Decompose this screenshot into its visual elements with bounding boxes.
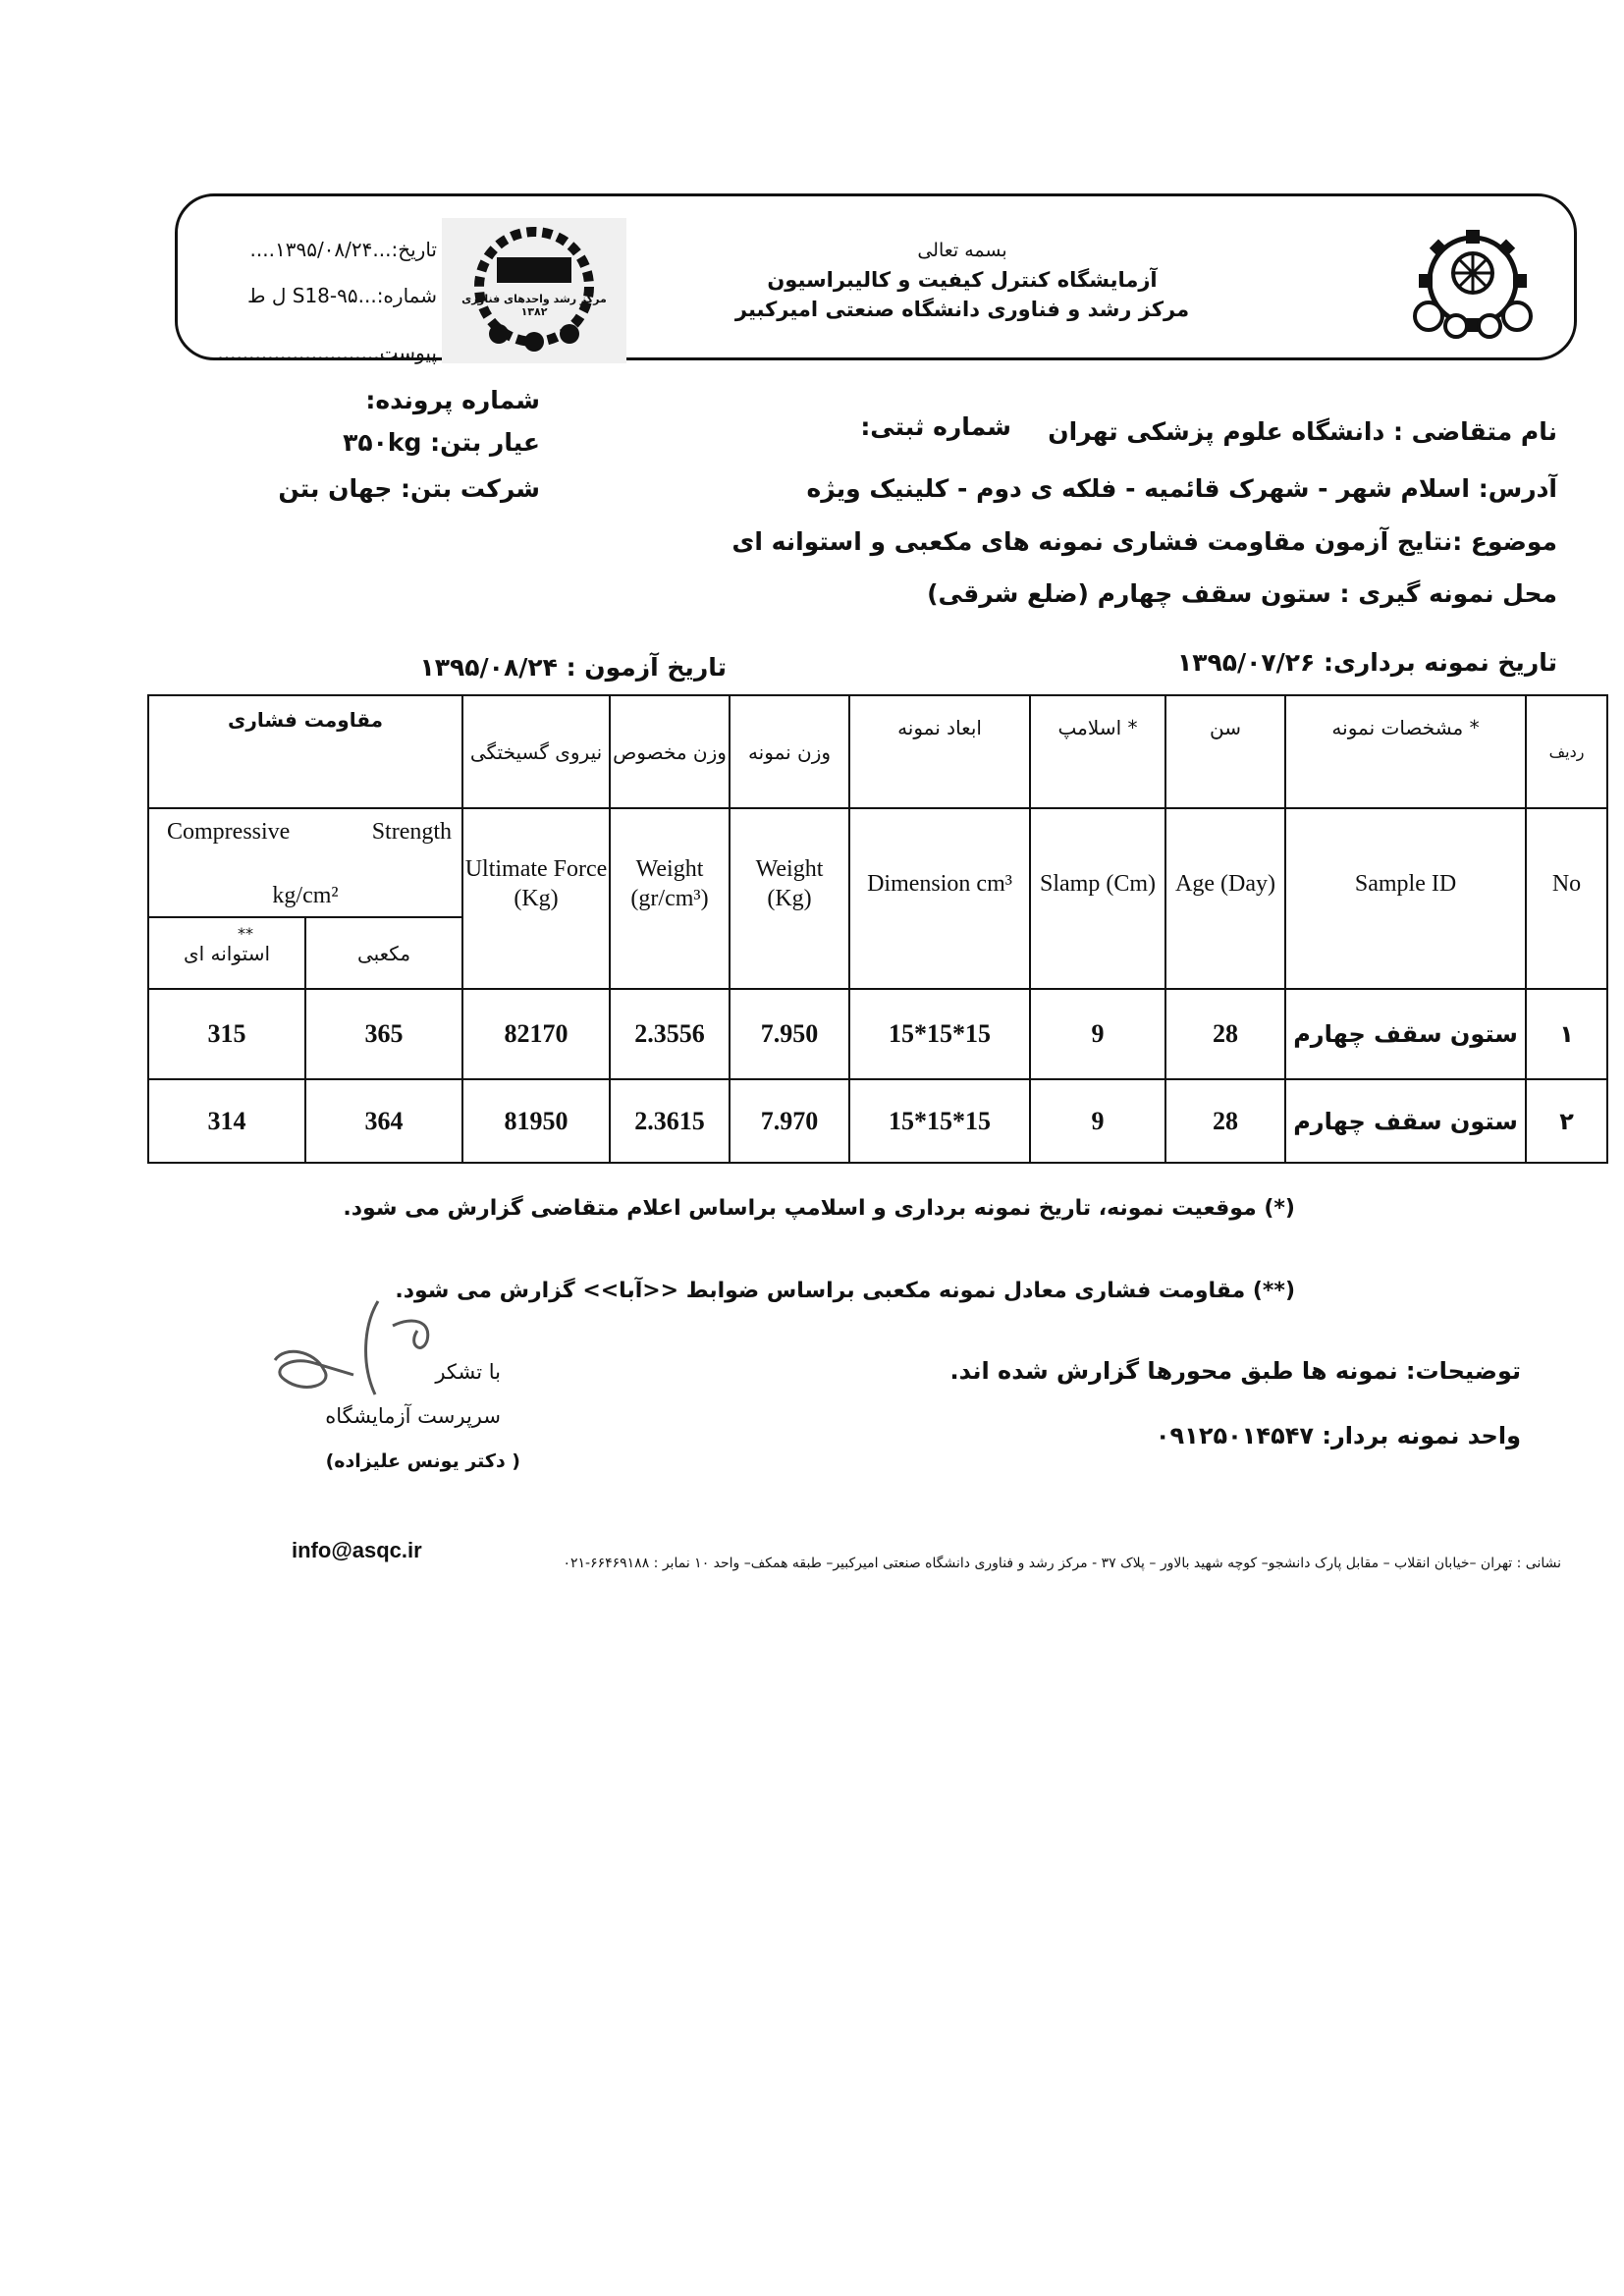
cell-dimension: 15*15*15 (849, 1079, 1030, 1163)
cell-density: 2.3556 (610, 989, 730, 1079)
header-weight-en: Weight (Kg) (730, 808, 849, 989)
cell-sample-id: ستون سقف چهارم (1285, 989, 1526, 1079)
strength-word-right: Strength (371, 819, 453, 845)
cylinder-footnote-mark: ** (238, 924, 253, 943)
cell-density: 2.3615 (610, 1079, 730, 1163)
header-cube: مکعبی (305, 917, 462, 989)
header-force-fa: نیروی گسیختگی (462, 695, 610, 808)
header-slump-fa: اسلامپ * (1030, 695, 1165, 808)
sampling-location: محل نمونه گیری : ستون سقف چهارم (ضلع شرقی) (927, 579, 1557, 608)
header-cylinder: استوانه ای ** (148, 917, 305, 989)
incubator-stamp-logo (442, 218, 626, 363)
cell-slump: 9 (1030, 1079, 1165, 1163)
cell-weight: 7.970 (730, 1079, 849, 1163)
header-dimension-fa: ابعاد نمونه (849, 695, 1030, 808)
cell-slump: 9 (1030, 989, 1165, 1079)
stamp-logo-text: مرکز رشد واحدهای فناوری ۱۳۸۲ (461, 293, 607, 318)
cell-dimension: 15*15*15 (849, 989, 1030, 1079)
note-sample-position: (*) موقعیت نمونه، تاریخ نمونه برداری و اسلامپ براساس اعلام متقاضی گزارش می شود. (343, 1196, 1295, 1221)
header-sample-id-fa: مشخصات نمونه * (1285, 695, 1526, 808)
letterhead-titles (707, 236, 1218, 324)
strength-word-left: Compressive (167, 819, 291, 845)
handwritten-signature (245, 1286, 511, 1424)
header-no-en: No (1526, 808, 1607, 989)
cell-cube: 365 (305, 989, 462, 1079)
footer-email[interactable]: info@asqc.ir (292, 1538, 422, 1562)
cell-cylinder: 315 (148, 989, 305, 1079)
table-row (148, 1079, 1607, 1163)
lab-name: آزمایشگاه کنترل کیفیت و کالیبراسیون (767, 268, 1158, 292)
header-force-en: Ultimate Force (Kg) (462, 808, 610, 989)
header-strength-fa: مقاومت فشاری (148, 695, 462, 808)
letter-number: شماره:...S18-۹۵ ل ط (247, 284, 437, 307)
registration-no: شماره ثبتی: (860, 412, 1011, 441)
cell-no: ۲ (1526, 1079, 1607, 1163)
cell-age: 28 (1165, 1079, 1285, 1163)
fa-header-row (148, 695, 1607, 808)
address: آدرس: اسلام شهر - شهرک قائمیه - فلکه ی دوم - کلینیک ویژه (806, 474, 1557, 503)
center-name: مرکز رشد و فناوری دانشگاه صنعتی امیرکبیر (734, 298, 1190, 321)
header-dimension-en: Dimension cm³ (849, 808, 1030, 989)
header-age-en: Age (Day) (1165, 808, 1285, 989)
test-date: تاریخ آزمون : ۱۳۹۵/۰۸/۲۴ (419, 653, 727, 682)
concrete-grade: عیار بتن: ۳۵۰kg (343, 428, 540, 457)
table-row (148, 989, 1607, 1079)
cell-age: 28 (1165, 989, 1285, 1079)
cell-weight: 7.950 (730, 989, 849, 1079)
note-cube-equivalent: (**) مقاومت فشاری معادل نمونه مکعبی براساس ضوابط <<آبا>> گزارش می شود. (395, 1279, 1295, 1303)
header-no-fa: ردیف (1526, 695, 1607, 808)
cell-cylinder: 314 (148, 1079, 305, 1163)
cell-force: 82170 (462, 989, 610, 1079)
signature-name: ( دکتر یونس علیزاده) (325, 1450, 520, 1472)
file-no: شماره پرونده: (365, 386, 540, 414)
signature-role: سرپرست آزمایشگاه (325, 1404, 501, 1428)
header-density-en: Weight (gr/cm³) (610, 808, 730, 989)
cell-cube: 364 (305, 1079, 462, 1163)
strength-unit: kg/cm² (272, 883, 339, 908)
letter-attachment: پیوست.......................... (217, 341, 437, 364)
header-slump-en: Slamp (Cm) (1030, 808, 1165, 989)
cell-no: ۱ (1526, 989, 1607, 1079)
university-logo-icon (1399, 224, 1546, 342)
header-weight-fa: وزن نمونه (730, 695, 849, 808)
header-density-fa: وزن مخصوص (610, 695, 730, 808)
results-table (147, 694, 1608, 1164)
cell-sample-id: ستون سقف چهارم (1285, 1079, 1526, 1163)
header-strength-en (148, 808, 462, 917)
letter-date: تاریخ:...۱۳۹۵/۰۸/۲۴.... (249, 238, 437, 261)
bismillah: بسمه تعالی (917, 240, 1007, 261)
header-sample-id-en: Sample ID (1285, 808, 1526, 989)
footer-address: نشانی : تهران –خیابان انقلاب – مقابل پارک دانشجو– کوچه شهید بالاور – پلاک ۳۷ - مرکز رشد و فناوری دانشگاه صنعتی امیرکبیر– طبقه همکف– واحد ۱۰ نمابر : ۶۶۴۶۹۱۸۸-۰۲۱ (563, 1556, 1561, 1571)
header-age-fa: سن (1165, 695, 1285, 808)
cell-force: 81950 (462, 1079, 610, 1163)
en-header-row (148, 808, 1607, 917)
applicant: نام متقاضی : دانشگاه علوم پزشکی تهران (1048, 417, 1557, 446)
sampler-unit: واحد نمونه بردار: ۰۹۱۲۵۰۱۴۵۴۷ (1155, 1422, 1521, 1449)
signature-thanks: با تشکر (435, 1360, 501, 1384)
remarks: توضیحات: نمونه ها طبق محورها گزارش شده اند. (949, 1357, 1521, 1385)
sampling-date: تاریخ نمونه برداری: ۱۳۹۵/۰۷/۲۶ (1176, 648, 1557, 677)
subject: موضوع :نتایج آزمون مقاومت فشاری نمونه های مکعبی و استوانه ای (731, 527, 1557, 556)
concrete-company: شرکت بتن: جهان بتن (278, 474, 540, 503)
